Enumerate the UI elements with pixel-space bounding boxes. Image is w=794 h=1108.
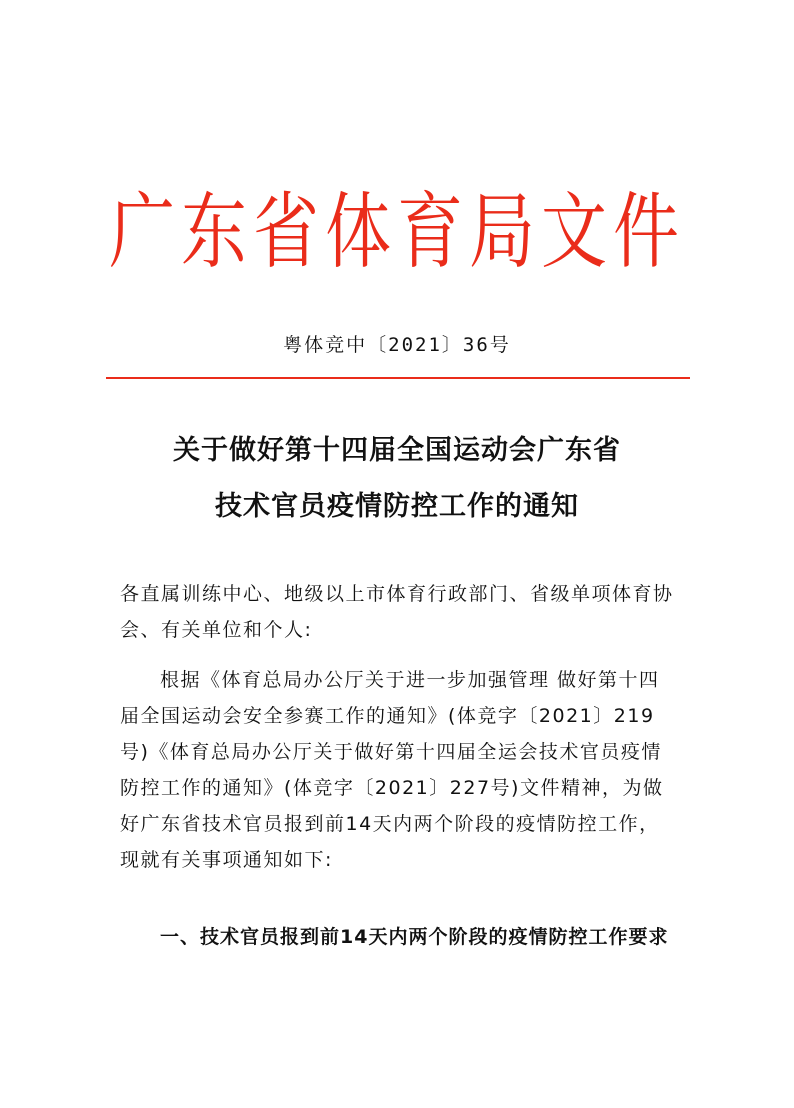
- document-title-line-1: 关于做好第十四届全国运动会广东省: [173, 435, 621, 466]
- document-number: 粤体竞中〔2021〕36号: [283, 334, 511, 356]
- document-title-line-2: 技术官员疫情防控工作的通知: [215, 491, 579, 522]
- red-divider-rule: [106, 377, 690, 379]
- body-paragraph-1: 根据《体育总局办公厅关于进一步加强管理 做好第十四届全国运动会安全参赛工作的通知》(体竞字〔2021〕219号)《体育总局办公厅关于做好第十四届全运会技术官员疫情防控工作的通知》(体竞字〔2021〕227号)文件精神，为做好广东省技术官员报到前14天内两个阶段的疫情防控工作，现就有关事项通知如下:: [120, 669, 664, 871]
- section-heading-1: 一、技术官员报到前14天内两个阶段的疫情防控工作要求: [160, 926, 669, 948]
- recipient-list: 各直属训练中心、地级以上市体育行政部门、省级单项体育协会、有关单位和个人:: [120, 583, 674, 641]
- issuer-banner: 广东省体育局文件: [109, 183, 685, 280]
